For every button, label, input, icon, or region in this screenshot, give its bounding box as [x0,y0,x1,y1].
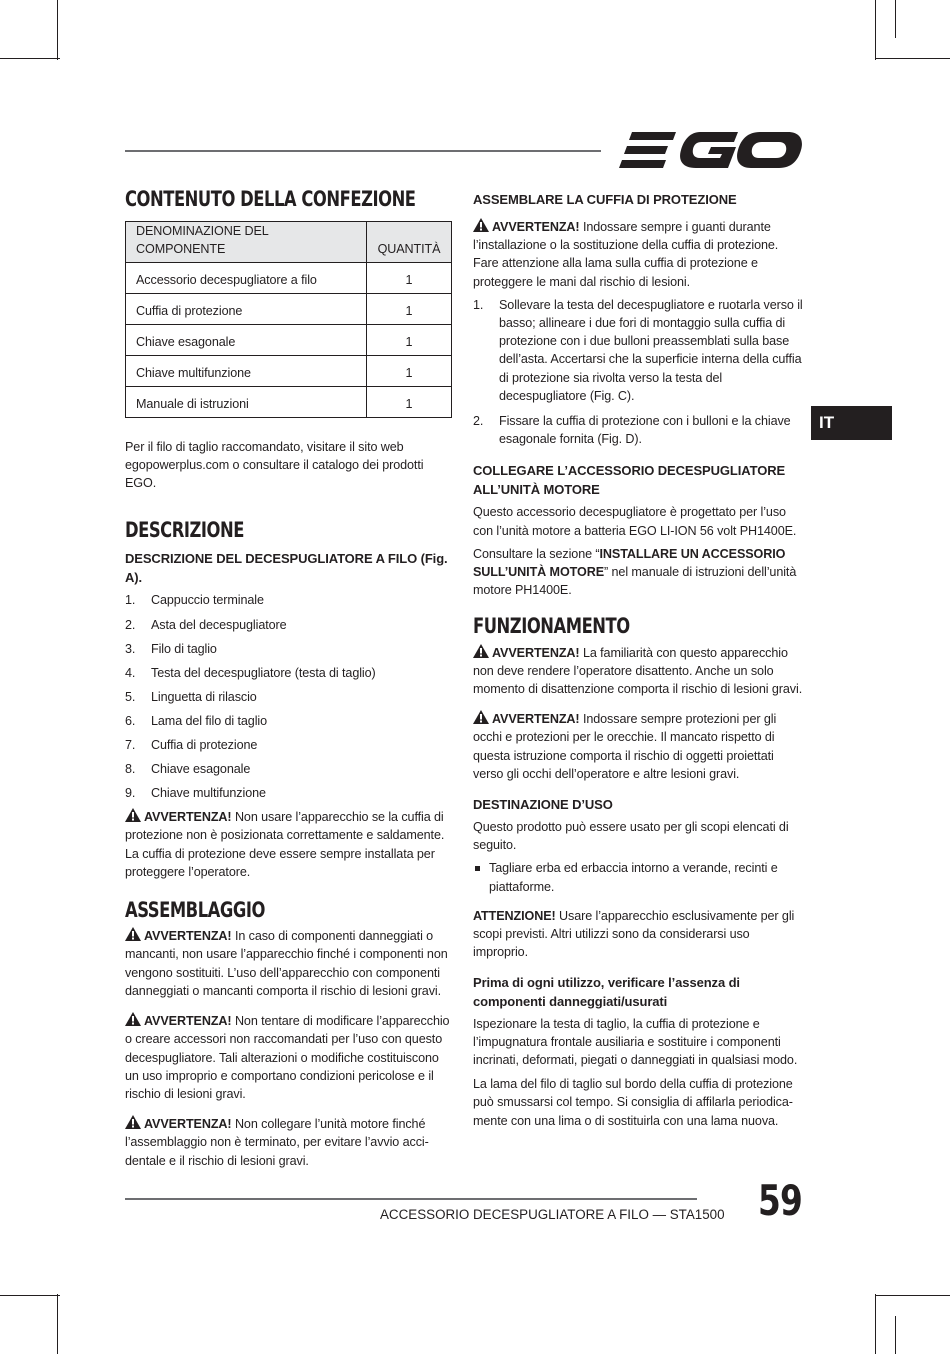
table-cell-qty: 1 [367,262,452,293]
warning-label: AVVERTENZA! [144,810,232,825]
guard-steps [473,296,803,449]
list-item: 1. Sollevare la testa del decespugliatore e ruotarla verso il basso; allineare i due fori di montaggio sulla cuffia di protezione con i due bulloni preassemblati sulla base dell’asta. Accertarsi che la superficie interna della cuffia di protezione sia rivolta verso la testa del decespugliatore (Fig. C). [473,297,803,403]
list-item: 2. Fissare la cuffia di protezione con i bulloni e la chiave esagonale fornita (Fig. D). [473,414,791,447]
list-item: 6. Lama del filo di taglio [125,713,268,728]
attention-label: ATTENZIONE! [473,908,556,923]
description-subtitle: DESCRIZIONE DEL DECESPUGLIATORE A FILO (Fig. A). [125,551,448,586]
intended-use-title: DESTINAZIONE D’USO [473,797,613,813]
guard-warning: AVVERTENZA! Indossare sempre i guanti durante l’installazione o la sostituzione della cuffia di protezione. Fare attenzione alla lama sulla cuffia di protezione e proteggere le mani dal rischio di lesioni. [473,220,779,289]
table-cell-name: Accessorio decespugliatore a filo [126,262,367,293]
warning-label: AVVERTENZA! [144,1014,232,1029]
list-item: 3. Filo di taglio [125,641,217,656]
table-cell-qty: 1 [367,386,452,417]
footer-rule [125,1198,697,1200]
description-title: DESCRIZIONE [125,518,244,543]
connect-text: Questo accessorio decespugliatore è progettato per l’uso con l’unità motore a batteria EGO LI-ION 56 volt PH1400E. [473,505,797,538]
table-header-qty: QUANTITÀ [367,222,452,262]
list-item: 4. Testa del decespugliatore (testa di taglio) [125,665,376,680]
table-cell-name: Cuffia di protezione [126,293,367,324]
list-item: 8. Chiave esagonale [125,762,251,777]
check-title: Prima di ogni utilizzo, verificare l’assenza di componenti danneggiati/usurati [473,974,740,1009]
parts-table [125,221,452,417]
line-note: Per il filo di taglio raccomandato, visitare il sito web egopowerplus.com o consultare il catalogo dei prodotti EGO. [125,439,424,491]
warning-label: AVVERTENZA! [492,712,580,727]
table-cell-qty: 1 [367,355,452,386]
table-cell-qty: 1 [367,324,452,355]
crop-mark-tr-v2 [895,0,896,38]
table-row [126,293,452,324]
list-item: 7. Cuffia di protezione [125,737,258,752]
crop-mark-bl-h [0,1295,60,1296]
contents-title: CONTENUTO DELLA CONFEZIONE [125,187,416,211]
connect-title: COLLEGARE L’ACCESSORIO DECESPUGLIATORE ALL’UNITÀ MOTORE [473,463,786,498]
warning-label: AVVERTENZA! [492,220,580,234]
check-text: La lama del filo di taglio sul bordo della cuffia di protezione può smussarsi col tempo. Si consiglia di affilarla periodicamente con una lima o di sostituirla con una lama nuova. [473,1077,793,1128]
assembly-warning: AVVERTENZA! Non tentare di modificare l’apparecchio o creare accessori non raccomandati per l’uso con questo decespugliatore. Tali alterazioni o modifiche costituiscono un uso improprio e comportano condizioni pericolose e il rischio di lesioni gravi. [125,1014,450,1101]
warning-icon [473,644,489,658]
warning-icon [125,808,141,822]
table-row [126,324,452,355]
operation-title: FUNZIONAMENTO [473,614,630,639]
table-row [126,355,452,386]
list-item: 2. Asta del decespugliatore [125,617,287,632]
crop-mark-tr-h [875,58,950,59]
table-cell-name: Manuale di istruzioni [126,386,367,417]
table-header-row [126,222,452,262]
list-item: Tagliare erba ed erbaccia intorno a verande, recinti e piattaforme. [473,859,803,895]
footer-title: ACCESSORIO DECESPUGLIATORE A FILO — STA1500 [380,1207,725,1222]
warning-icon [125,927,141,941]
connect-reference: Consultare la sezione “INSTALLARE UN ACCESSORIO SULL’UNITÀ MOTORE” nel manuale di istruzioni dell’unità motore PH1400E. [473,546,797,598]
header-rule [125,150,601,152]
ego-logo [616,128,802,174]
language-tab: IT [811,406,892,440]
crop-mark-bl-v [57,1294,58,1354]
operation-warning: AVVERTENZA! La familiarità con questo apparecchio non deve rendere l’operatore disattento. Anche un solo momento di disattenzione comporta il rischio di lesioni gravi. [473,645,803,697]
list-item: 1. Cappuccio terminale [125,593,264,608]
crop-mark-br-h [875,1295,950,1296]
table-cell-name: Chiave esagonale [126,324,367,355]
intended-use-text: Questo prodotto può essere usato per gli scopi elencati di seguito. [473,820,789,853]
table-row [126,262,452,293]
right-column [473,190,803,1135]
operation-warning: AVVERTENZA! Indossare sempre protezioni per gli occhi e protezioni per le orecchie. Il mancato rispetto di questa istruzione comporta il rischio di oggetti proiettati verso gli occhi dell’operatore e altre lesioni gravi. [473,712,777,781]
intended-use-list [473,859,803,895]
table-row [126,386,452,417]
left-column [125,187,453,1175]
assembly-title: ASSEMBLAGGIO [125,898,265,923]
list-item: 9. Chiave multifunzione [125,786,266,801]
description-list [125,591,453,802]
warning-icon [473,218,489,232]
warning-label: AVVERTENZA! [492,645,580,660]
table-cell-name: Chiave multifunzione [126,355,367,386]
description-warning: AVVERTENZA! Non usare l’apparecchio se la cuffia di protezione non è posizionata correttamente e saldamente. La cuffia di protezione deve essere sempre installata per proteggere l’operatore. [125,810,445,879]
warning-label: AVVERTENZA! [144,929,232,944]
crop-mark-br-v [875,1294,876,1354]
crop-mark-tl-h [0,58,60,59]
crop-mark-tl-v [57,0,58,60]
warning-icon [125,1115,141,1129]
list-item: 5. Linguetta di rilascio [125,689,257,704]
warning-icon [125,1012,141,1026]
warning-icon [473,710,489,724]
warning-label: AVVERTENZA! [144,1117,232,1132]
guard-title: ASSEMBLARE LA CUFFIA DI PROTEZIONE [473,192,737,207]
assembly-warning: AVVERTENZA! In caso di componenti danneggiati o mancanti, non usare l’apparecchio finché i componenti non vengono sostituiti. L’uso dell’apparecchio con componenti danneggiati o mancanti comporta il rischio di lesioni gravi. [125,929,448,998]
page-number: 59 [758,1176,803,1225]
table-cell-qty: 1 [367,293,452,324]
attention-note: ATTENZIONE! Usare l’apparecchio esclusivamente per gli scopi previsti. Altri utilizzi sono da considerarsi uso improprio. [473,908,795,960]
check-text: Ispezionare la testa di taglio, la cuffia di protezione e l’impugnatura frontale ausiliaria e sostituire i componenti incrinati, deformati, piegati o danneggiati in qualsiasi modo. [473,1016,798,1067]
crop-mark-tr-v [875,0,876,60]
table-header-name: DENOMINAZIONE DEL COMPONENTE [126,222,367,262]
assembly-warning: AVVERTENZA! Non collegare l’unità motore finché l’assemblaggio non è terminato, per evitare l’avvio accidentale e il rischio di lesioni gravi. [125,1117,429,1168]
crop-mark-br-v2 [895,1316,896,1354]
